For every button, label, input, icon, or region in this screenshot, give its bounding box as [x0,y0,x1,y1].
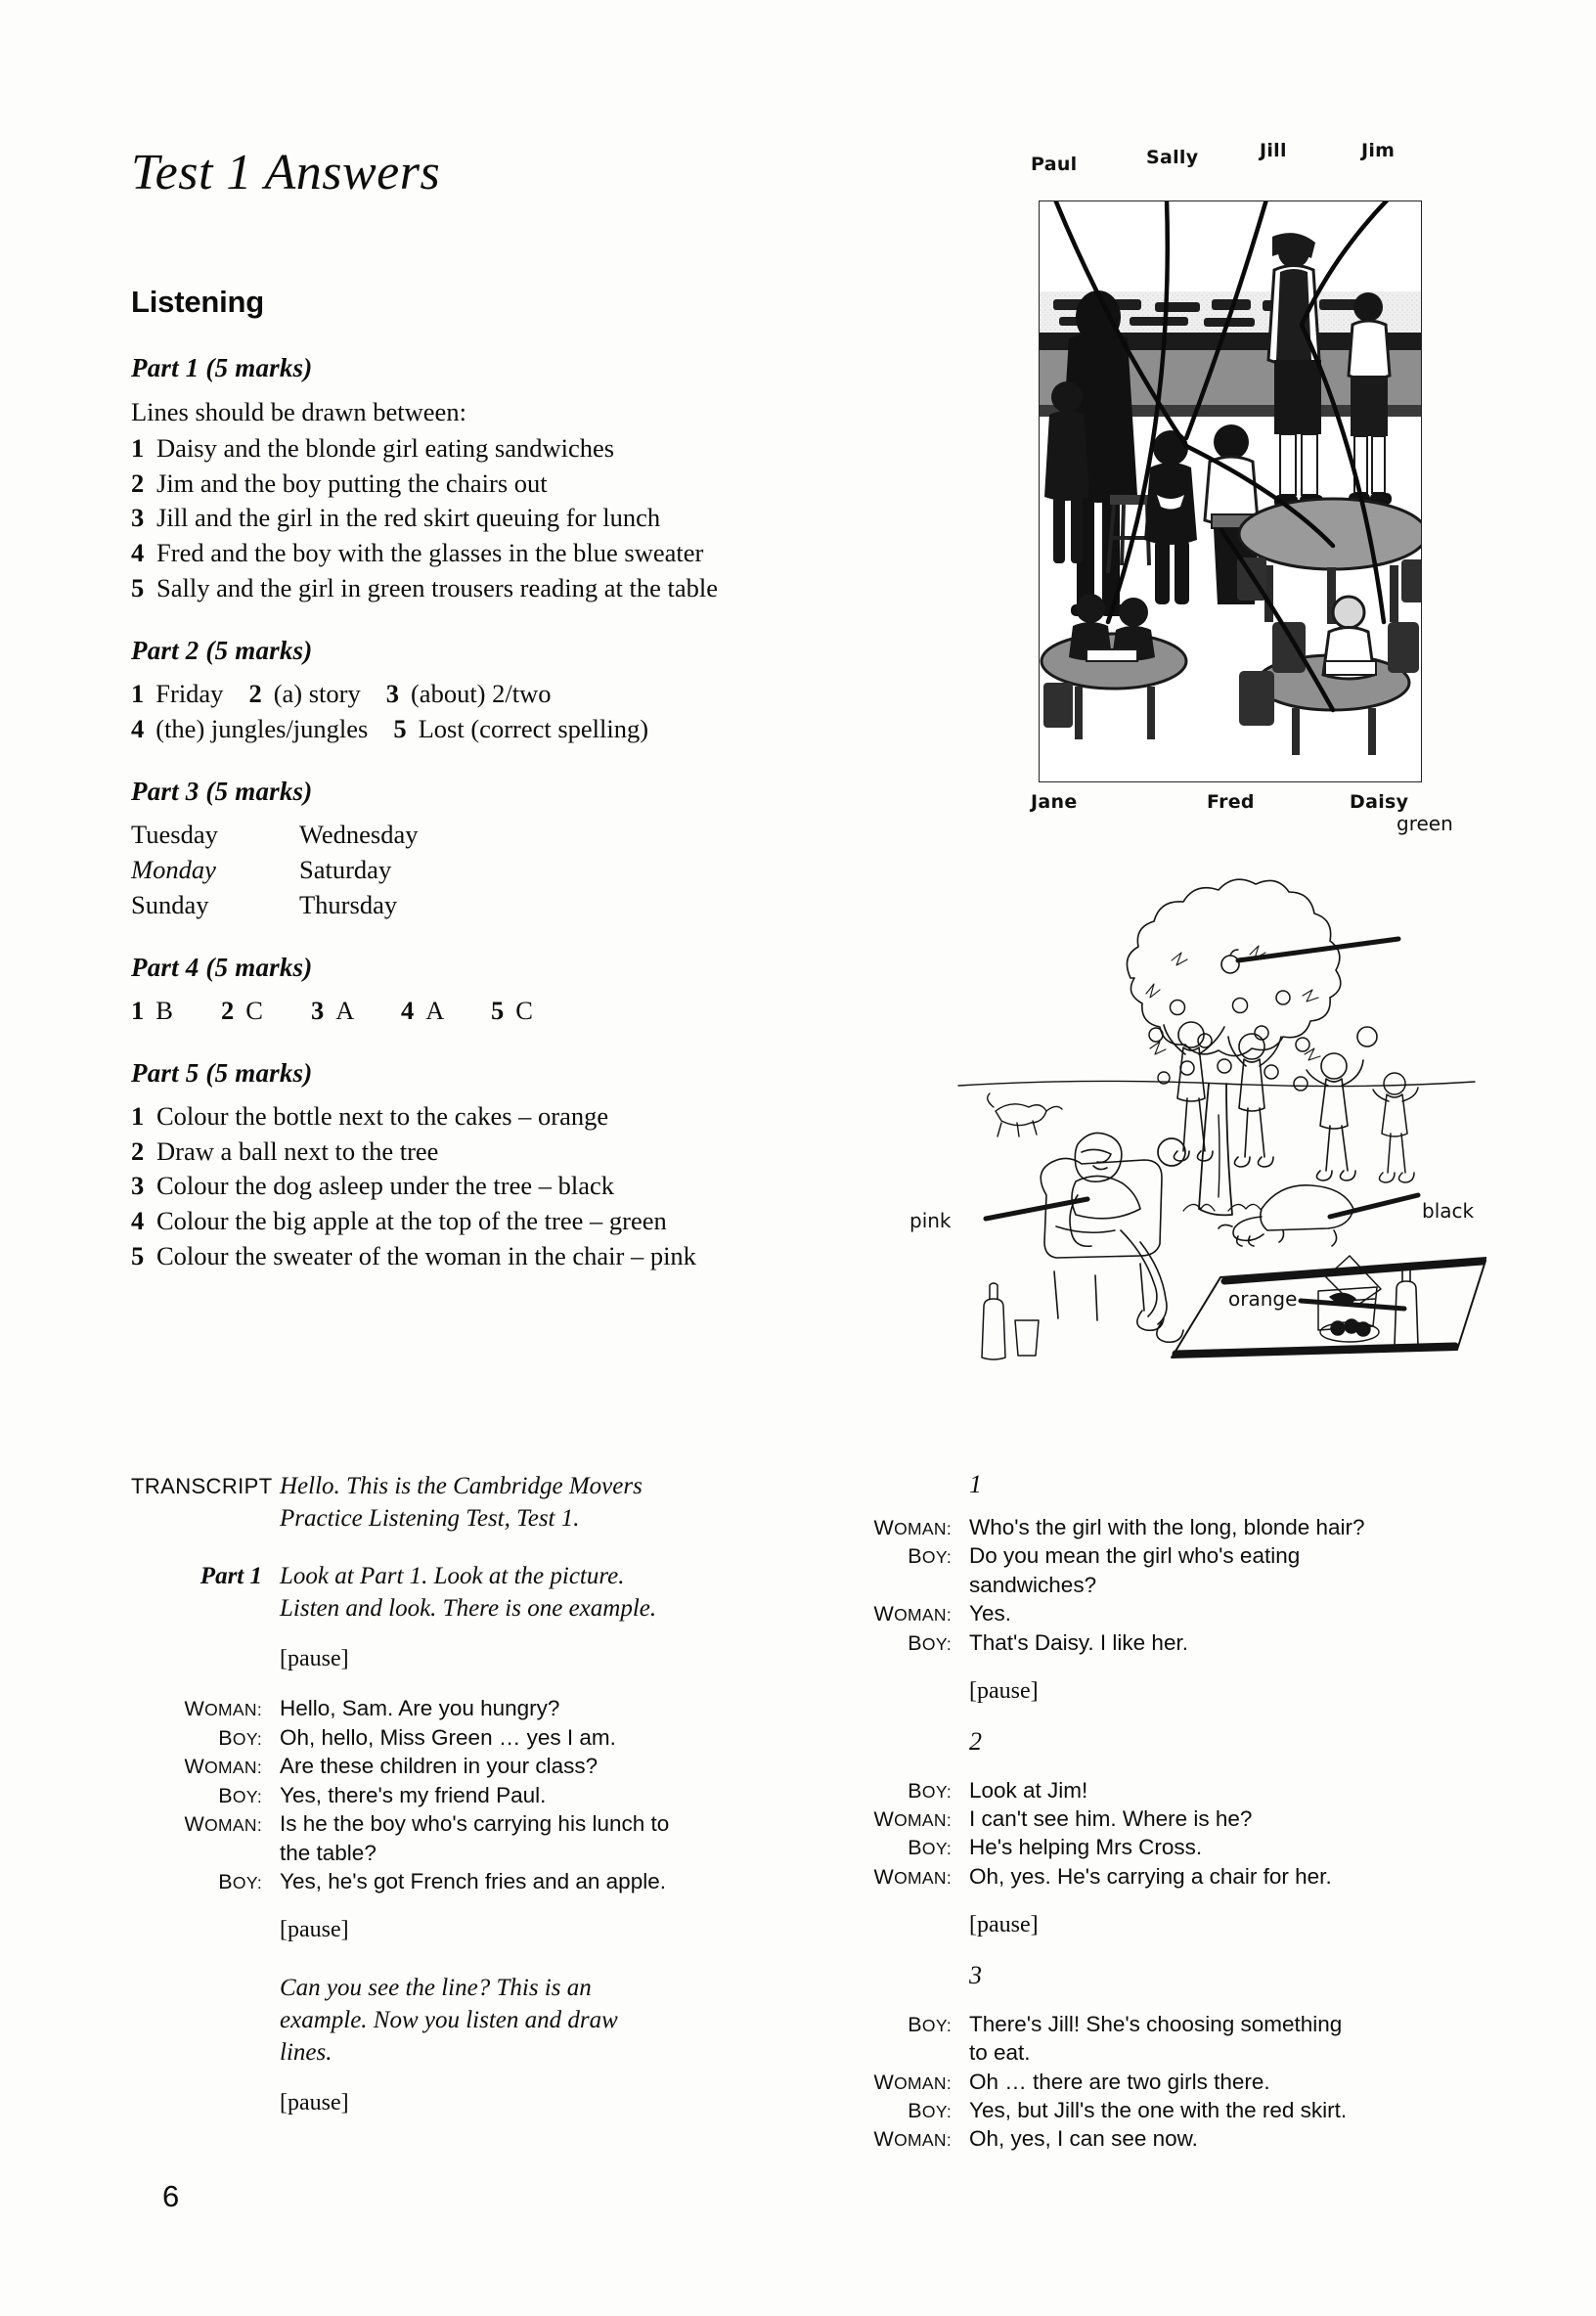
drawing-label-pink: pink [909,1209,952,1232]
dialogue-text [280,1809,816,1867]
dialogue-row [826,2068,1511,2096]
dialogue-row [131,1809,816,1867]
item-number: 1 [131,432,145,463]
transcript-column-left [131,1470,816,2118]
item-number: 3 [385,679,399,709]
example-line-1: Can you see the line? This is an [280,1974,592,2001]
dialogue-text [280,1867,816,1895]
section-number: 3 [969,1960,982,1989]
mcq-pair [311,994,401,1029]
transcript-part-line-2: Listen and look. There is one example. [280,1595,657,1622]
day-cell-right: Wednesday [299,819,419,849]
item-number: 5 [393,714,407,744]
dialogue-line: Oh, yes. He's carrying a chair for her. [969,1863,1332,1889]
part-block-3 [131,777,816,923]
item-text: Daisy and the blonde girl eating sandwiches [156,432,615,463]
pause-marker: [pause] [969,1678,1039,1705]
speaker-label: WOMAN: [873,2127,952,2152]
mcq-pair [401,994,491,1029]
table-row [131,888,816,923]
part-2-heading: Part 2 (5 marks) [131,636,313,666]
part-1-heading: Part 1 (5 marks) [131,352,313,382]
dialogue-text [280,1694,816,1722]
item-number: 3 [131,503,145,533]
part-5-answer-list [131,1099,816,1275]
drawing-label-orange: orange [1228,1287,1298,1311]
part-5-heading: Part 5 (5 marks) [131,1057,313,1088]
dialogue-line: Yes, but Jill's the one with the red skirt. [969,2098,1348,2122]
section-number: 1 [969,1470,982,1498]
item-number: 1 [131,1100,145,1131]
part-4-heading: Part 4 (5 marks) [131,952,313,982]
item-text: Jim and the boy putting the chairs out [156,468,548,498]
photo-label-fred: Fred [1207,791,1255,813]
dialogue-row [131,1867,816,1895]
transcript-part-label: Part 1 [200,1563,262,1589]
dialogue-row [826,2010,1511,2068]
section-heading-listening: Listening [131,284,264,319]
item-text: (the) jungles/jungles [155,714,369,744]
list-item [131,536,816,571]
dialogue-row [131,1723,816,1752]
transcript-part-text [280,1560,816,1625]
cafeteria-scene-svg [1040,201,1422,782]
item-text: Sally and the girl in green trousers reading at the table [156,573,718,603]
list-item [131,1169,816,1204]
drawing-label-black: black [1422,1199,1475,1223]
transcript-column-right [826,1470,1511,2154]
dialogue-text [969,2010,1511,2068]
day-cell-right: Saturday [299,854,392,884]
dialogue-text [969,1804,1511,1833]
dialogue-line: Do you mean the girl who's eating [969,1543,1301,1569]
item-number: 2 [131,1136,145,1166]
item-text: (a) story [273,679,361,709]
speaker-label: WOMAN: [873,1864,952,1889]
dialogue-text [969,1628,1511,1657]
transcript-pause-row [131,1644,816,1674]
dialogue-text [969,2096,1511,2124]
speaker-label: BOY: [218,1783,262,1807]
section-number: 2 [969,1726,982,1756]
item-number: 5 [491,995,505,1025]
speaker-label: BOY: [218,1870,262,1893]
dialogue-text [969,2068,1511,2096]
drawing-label-green: green [1396,812,1453,835]
part-block-2 [131,636,816,747]
park-scene-svg [939,822,1486,1369]
dialogue-text [969,1862,1511,1891]
dialogue-text [280,1723,816,1752]
pause-marker: [pause] [969,1912,1039,1938]
item-text: Colour the big apple at the top of the tree – green [156,1206,667,1236]
speaker-label: BOY: [908,1630,952,1655]
speaker-label: WOMAN: [873,1602,952,1626]
transcript-intro-line-1: Hello. This is the Cambridge Movers [280,1473,643,1499]
item-text: Colour the bottle next to the cakes – orange [156,1100,609,1131]
list-item [131,1204,816,1239]
item-number: 3 [131,1171,145,1201]
list-item [131,1239,816,1274]
photo-label-daisy: Daisy [1350,791,1409,813]
dialogue-line: to eat. [969,2040,1031,2066]
transcript-pause-row [826,1910,1511,1940]
pause-marker: [pause] [280,1646,349,1671]
dialogue-row [131,1694,816,1722]
dialogue-row [826,2124,1511,2153]
transcript-intro-line-2: Practice Listening Test, Test 1. [280,1505,580,1532]
dialogue-row [826,1513,1511,1541]
speaker-label: BOY: [908,2012,952,2036]
item-text: Draw a ball next to the tree [156,1136,439,1166]
dialogue-row [826,1628,1511,1657]
item-number: 5 [131,1241,145,1271]
day-cell-left: Tuesday [131,819,218,849]
dialogue-line: Yes. [969,1601,1011,1626]
table-row [131,818,816,853]
figure-cafeteria-photo [1031,140,1422,813]
dialogue-text [280,1752,816,1780]
transcript-intro-text [280,1470,816,1535]
dialogue-line: the table? [280,1840,377,1865]
part-1-lead: Lines should be drawn between: [131,396,466,426]
dialogue-text [969,1833,1511,1861]
item-number: 3 [311,995,325,1025]
transcript-pause-row [826,1676,1511,1707]
part-2-row-1 [131,677,816,712]
dialogue-row [826,1833,1511,1861]
speaker-label: WOMAN: [873,1807,952,1831]
speaker-label: WOMAN: [873,1516,952,1539]
item-number: 2 [131,468,145,498]
speaker-label: BOY: [218,1725,262,1750]
transcript-intro-row [131,1470,816,1535]
speaker-label: WOMAN: [184,1697,262,1721]
dialogue-line: Who's the girl with the long, blonde hair? [969,1515,1365,1539]
pause-marker: [pause] [280,2089,349,2116]
transcript-part-line-1: Look at Part 1. Look at the picture. [280,1563,625,1589]
list-item [131,501,816,536]
page-title: Test 1 Answers [131,145,441,200]
dialogue-row [826,1804,1511,1833]
photo-label-jill: Jill [1260,140,1287,161]
item-text: Jill and the girl in the red skirt queuing for lunch [156,503,661,533]
dialogue-row [826,1862,1511,1891]
list-item [131,467,816,502]
item-number: 1 [131,995,145,1025]
list-item [131,1135,816,1170]
part-1-answer-list [131,431,816,607]
dialogue-line: Oh … there are two girls there. [969,2069,1270,2094]
item-number: 4 [131,1206,145,1236]
section-number-row [826,1961,1511,1990]
list-item [131,571,816,606]
photo-label-sally: Sally [1146,147,1199,168]
pause-marker: [pause] [280,1917,349,1943]
day-cell-right: Thursday [299,889,398,919]
answer-key-column [131,147,816,1274]
speaker-label: WOMAN: [184,1755,262,1779]
dialogue-row [131,1781,816,1809]
item-text: (about) 2/two [410,679,552,709]
transcript-part1-row [131,1560,816,1625]
part-block-1 [131,353,816,607]
dialogue-text [969,1541,1511,1599]
part-block-5 [131,1058,816,1275]
day-cell-left-example: Monday [131,854,216,884]
item-answer: B [155,995,173,1025]
item-number: 5 [131,573,145,603]
transcript-example-text [280,1972,816,2069]
photo-label-jim: Jim [1361,140,1396,161]
item-number: 4 [131,538,145,568]
section-number-row [826,1470,1511,1499]
dialogue-line: Is he the boy who's carrying his lunch to [280,1811,670,1837]
part-block-4 [131,953,816,1029]
speaker-label: BOY: [908,1778,952,1803]
dialogue-line: Hello, Sam. Are you hungry? [280,1696,560,1721]
dialogue-line: sandwiches? [969,1572,1097,1597]
dialogue-line: Look at Jim! [969,1777,1088,1803]
item-number: 1 [131,679,145,709]
item-text: Colour the dog asleep under the tree – black [156,1171,615,1201]
example-line-2: example. Now you listen and draw [280,2006,618,2033]
dialogue-row [826,1541,1511,1599]
speaker-label: BOY: [908,1544,952,1569]
list-item [131,431,816,467]
item-number: 2 [248,679,262,709]
part-4-answer-row [131,994,816,1029]
item-text: Fred and the boy with the glasses in the blue sweater [156,538,704,568]
item-answer: C [515,995,533,1025]
item-number: 4 [131,714,145,744]
list-item [131,1099,816,1135]
dialogue-line: There's Jill! She's choosing something [969,2011,1343,2036]
section-number-row [826,1727,1511,1757]
dialogue-row [826,2096,1511,2124]
speaker-label: BOY: [908,2099,952,2122]
part-2-row-2 [131,712,816,747]
dialogue-text [969,1513,1511,1541]
transcript-label: TRANSCRIPT [131,1474,273,1498]
dialogue-text [280,1781,816,1809]
dialogue-line: Yes, there's my friend Paul. [280,1782,547,1807]
speaker-label: WOMAN: [184,1812,262,1837]
day-cell-left: Sunday [131,889,209,919]
item-answer: C [245,995,263,1025]
speaker-label: BOY: [908,1836,952,1860]
speaker-label: WOMAN: [873,2070,952,2094]
mcq-pair [221,994,311,1029]
page-number: 6 [162,2179,180,2213]
dialogue-text [969,1599,1511,1627]
transcript-pause-row [131,1915,816,1945]
dialogue-text [969,2124,1511,2153]
dialogue-row [826,1599,1511,1627]
item-number: 4 [401,995,415,1025]
mcq-pair [131,994,221,1029]
dialogue-line: I can't see him. Where is he? [969,1806,1253,1831]
item-text: Lost (correct spelling) [418,714,649,744]
transcript-pause-row [131,2088,816,2118]
item-answer: A [335,995,355,1025]
item-text: Friday [155,679,224,709]
transcript-example-row [131,1972,816,2069]
part-3-heading: Part 3 (5 marks) [131,776,313,806]
photo-label-paul: Paul [1031,154,1078,175]
table-row [131,853,816,888]
figure-park-drawing [909,812,1486,1399]
part-3-day-grid [131,818,816,923]
example-line-3: lines. [280,2038,332,2066]
dialogue-line: Are these children in your class? [280,1754,598,1779]
item-text: Colour the sweater of the woman in the chair – pink [156,1241,696,1271]
dialogue-line: That's Daisy. I like her. [969,1629,1188,1655]
mcq-pair [491,994,581,1029]
item-answer: A [425,995,445,1025]
dialogue-text [969,1776,1511,1804]
dialogue-line: He's helping Mrs Cross. [969,1835,1203,1860]
dialogue-line: Yes, he's got French fries and an apple. [280,1869,666,1893]
photo-frame [1039,200,1422,782]
item-number: 2 [221,995,235,1025]
dialogue-line: Oh, hello, Miss Green … yes I am. [280,1724,616,1750]
dialogue-row [826,1776,1511,1804]
dialogue-row [131,1752,816,1780]
photo-label-jane: Jane [1031,791,1078,813]
dialogue-line: Oh, yes, I can see now. [969,2126,1198,2152]
